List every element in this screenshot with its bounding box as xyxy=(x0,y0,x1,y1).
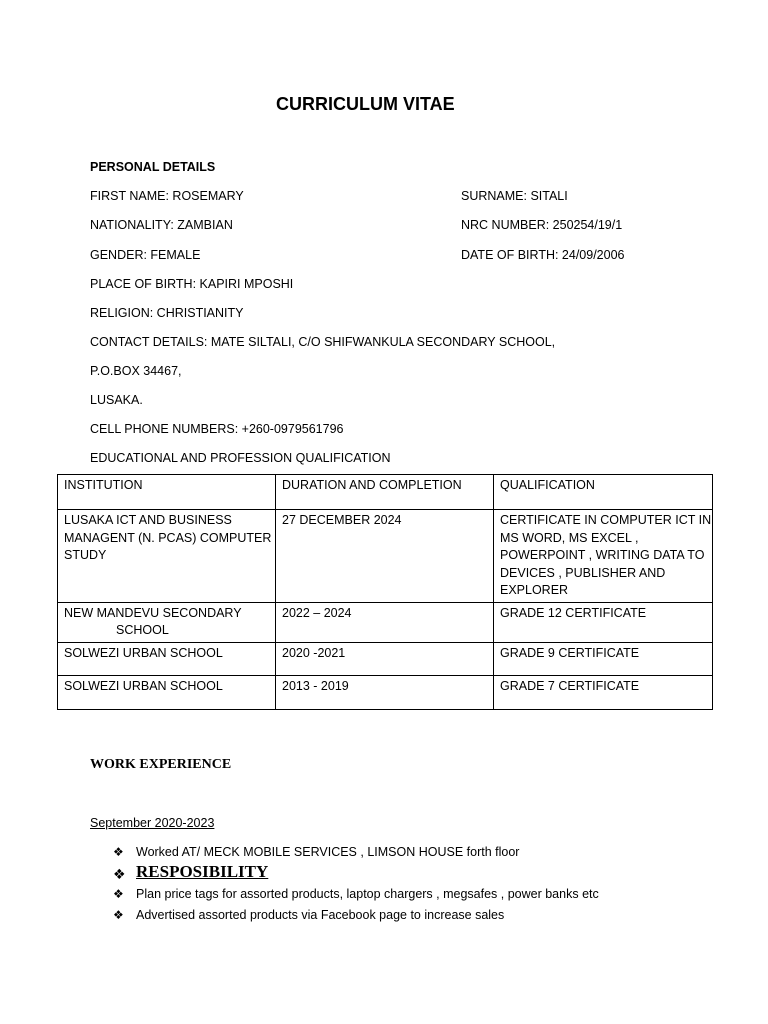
institution-line: SOLWEZI URBAN SCHOOL xyxy=(64,678,223,693)
religion: RELIGION: CHRISTIANITY xyxy=(90,306,244,320)
qualification-line: CERTIFICATE IN COMPUTER ICT IN xyxy=(500,513,712,527)
institution-cell xyxy=(58,675,276,709)
table-row xyxy=(58,642,713,675)
diamond-bullet-icon: ❖ xyxy=(113,845,124,859)
duration-cell: 2013 - 2019 xyxy=(276,675,494,709)
surname: SURNAME: SITALI xyxy=(461,189,568,203)
qualification-cell xyxy=(494,602,713,642)
qualification-line: GRADE 9 CERTIFICATE xyxy=(500,645,640,660)
diamond-bullet-icon: ❖ xyxy=(113,887,124,901)
date-of-birth: DATE OF BIRTH: 24/09/2006 xyxy=(461,248,625,262)
education-table xyxy=(57,474,713,710)
qualification-line: POWERPOINT , WRITING DATA TO xyxy=(500,548,705,562)
header-qualification: QUALIFICATION xyxy=(494,475,713,510)
table-row xyxy=(58,675,713,709)
gender: GENDER: FEMALE xyxy=(90,248,201,262)
qualification-line: DEVICES , PUBLISHER AND xyxy=(500,565,666,580)
qualification-line: MS WORD, MS EXCEL , xyxy=(500,530,639,545)
page-title: CURRICULUM VITAE xyxy=(276,94,455,114)
diamond-bullet-icon: ❖ xyxy=(113,908,124,922)
qualification-line: GRADE 12 CERTIFICATE xyxy=(500,605,647,620)
institution-line: STUDY xyxy=(64,548,107,562)
qualification-cell xyxy=(494,642,713,675)
duration-cell: 2022 – 2024 xyxy=(276,602,494,642)
table-header-row xyxy=(58,475,713,510)
po-box: P.O.BOX 34467, xyxy=(90,364,182,378)
institution-cell xyxy=(58,642,276,675)
place-of-birth: PLACE OF BIRTH: KAPIRI MPOSHI xyxy=(90,277,294,291)
institution-cell xyxy=(58,510,276,603)
personal-details-heading: PERSONAL DETAILS xyxy=(90,160,216,174)
nationality: NATIONALITY: ZAMBIAN xyxy=(90,218,233,232)
table-row xyxy=(58,602,713,642)
city: LUSAKA. xyxy=(90,393,143,407)
institution-line: SCHOOL xyxy=(116,623,169,637)
institution-line: LUSAKA ICT AND BUSINESS xyxy=(64,513,232,527)
work-experience-heading: WORK EXPERIENCE xyxy=(90,757,232,772)
qualification-line: EXPLORER xyxy=(500,583,569,597)
cell-phone: CELL PHONE NUMBERS: +260-0979561796 xyxy=(90,422,344,436)
duration-cell: 27 DECEMBER 2024 xyxy=(276,510,494,603)
work-period: September 2020-2023 xyxy=(90,816,215,830)
header-duration: DURATION AND COMPLETION xyxy=(276,475,494,510)
duration-cell: 2020 -2021 xyxy=(276,642,494,675)
contact-details: CONTACT DETAILS: MATE SILTALI, C/O SHIFWANKULA SECONDARY SCHOOL, xyxy=(90,335,556,349)
header-institution: INSTITUTION xyxy=(58,475,276,510)
institution-cell xyxy=(58,602,276,642)
institution-line: MANAGENT (N. PCAS) COMPUTER xyxy=(64,530,272,545)
institution-line: NEW MANDEVU SECONDARY xyxy=(64,605,242,620)
diamond-bullet-icon: ❖ xyxy=(113,866,126,882)
responsibility-heading: RESPOSIBILITY xyxy=(136,862,269,881)
first-name: FIRST NAME: ROSEMARY xyxy=(90,189,244,203)
qualification-line: GRADE 7 CERTIFICATE xyxy=(500,678,640,693)
responsibility-item: Advertised assorted products via Facebook page to increase sales xyxy=(136,908,505,922)
table-row xyxy=(58,510,713,603)
nrc-number: NRC NUMBER: 250254/19/1 xyxy=(461,218,623,232)
work-place: Worked AT/ MECK MOBILE SERVICES , LIMSON HOUSE forth floor xyxy=(136,845,520,859)
education-heading: EDUCATIONAL AND PROFESSION QUALIFICATION xyxy=(90,451,391,465)
qualification-cell xyxy=(494,510,713,603)
responsibility-item: Plan price tags for assorted products, laptop chargers , megsafes , power banks etc xyxy=(136,887,599,901)
qualification-cell xyxy=(494,675,713,709)
institution-line: SOLWEZI URBAN SCHOOL xyxy=(64,645,223,660)
